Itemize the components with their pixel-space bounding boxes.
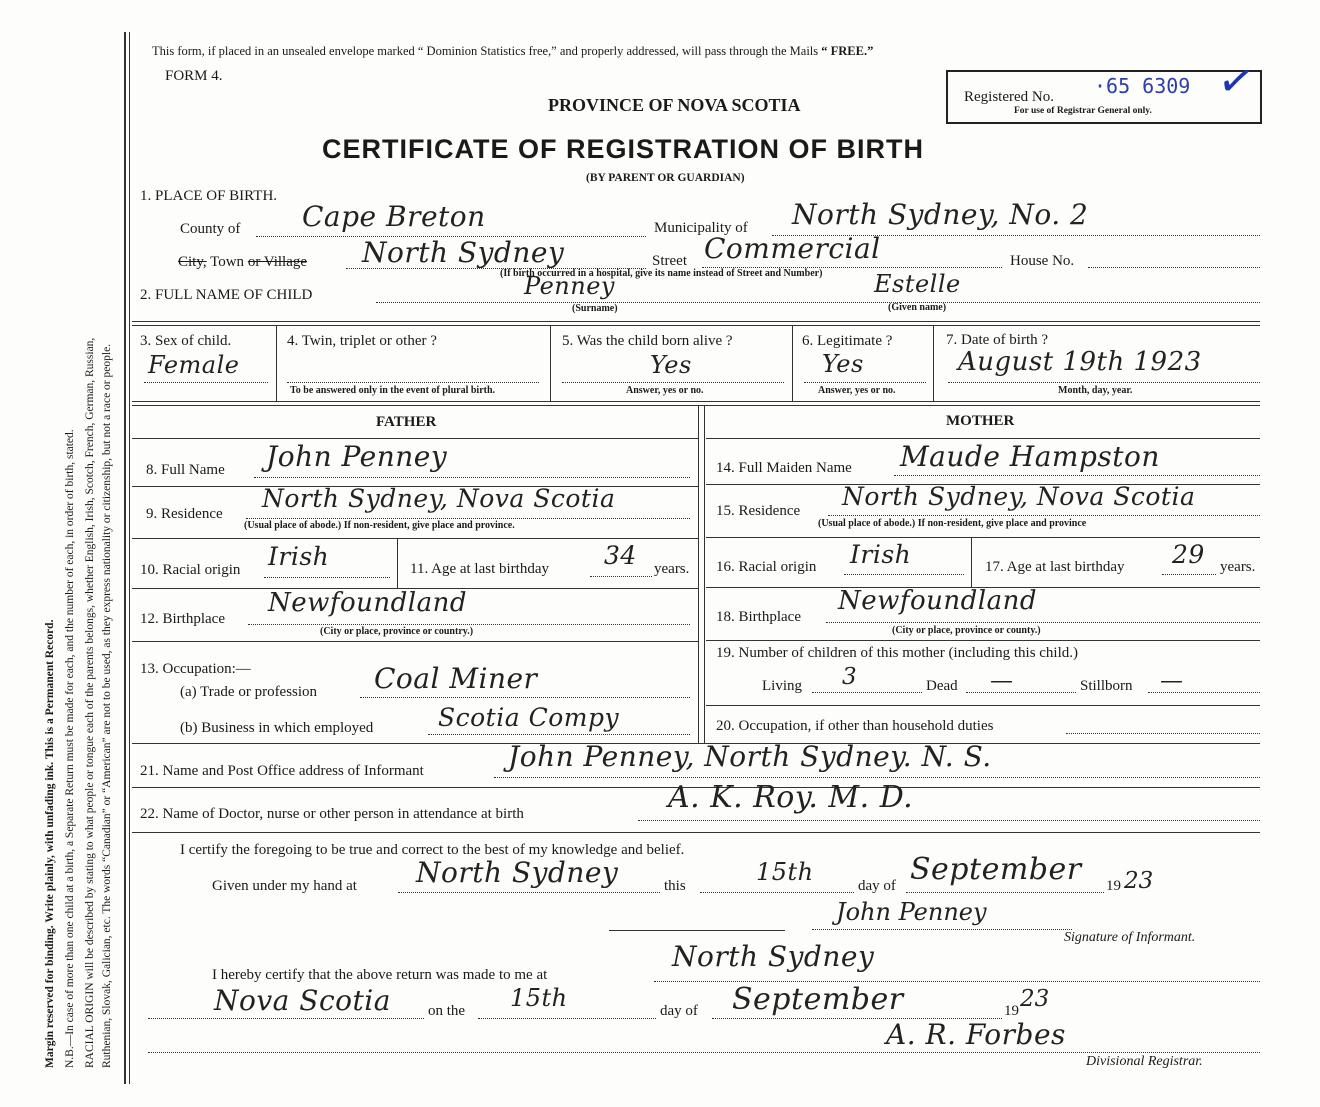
legitimate-line (804, 382, 926, 383)
living-value: 3 (842, 664, 857, 690)
divider (706, 438, 1260, 439)
dob-label: 7. Date of birth ? (946, 332, 1049, 348)
mother-occupation-line (1066, 733, 1260, 734)
divider (792, 325, 793, 401)
divider (132, 401, 1260, 402)
certify-statement: I certify the foregoing to be true and correct to the best of my knowledge and belief. (180, 842, 685, 858)
divider (706, 640, 1260, 641)
informant-signature-label: Signature of Informant. (1064, 930, 1196, 945)
divider (550, 325, 551, 401)
father-racial-label: 10. Racial origin (140, 562, 241, 578)
business-value: Scotia Compy (438, 703, 620, 732)
father-birthplace-line (248, 624, 690, 625)
divider (706, 705, 1260, 706)
registrar-statement: I hereby certify that the above return was made to me at (212, 967, 548, 983)
registrar-place2-line (148, 1018, 424, 1019)
given-place-line (398, 892, 660, 893)
mother-residence-caption: (Usual place of abode.) If non-resident, give place and province (818, 518, 1087, 529)
trade-value: Coal Miner (374, 662, 538, 695)
child-name-line (376, 302, 1260, 303)
divider (132, 832, 1260, 833)
child-name-label: 2. FULL NAME OF CHILD (140, 287, 313, 303)
given-year-prefix: 19 (1106, 878, 1121, 894)
father-name-label: 8. Full Name (146, 462, 225, 478)
mother-name-label: 14. Full Maiden Name (716, 460, 852, 476)
given-day-value: 15th (756, 858, 814, 886)
twin-label: 4. Twin, triplet or other ? (287, 333, 437, 349)
margin-note-4: Ruthenian, Slovak, Galician, etc. The words “Canadian” or “American” are not to be used, as they express nationality or citizenship, but not a race or people. (101, 343, 113, 1068)
divider (132, 321, 1260, 322)
alive-value: Yes (650, 351, 692, 379)
registrar-day-value: 15th (510, 984, 568, 1012)
trade-label: (a) Trade or profession (180, 684, 318, 700)
alive-label: 5. Was the child born alive ? (562, 333, 733, 349)
mother-racial-value: Irish (850, 540, 912, 569)
occupation-label: 13. Occupation:— (140, 661, 251, 677)
mother-age-years: years. (1220, 559, 1256, 575)
living-label: Living (762, 678, 802, 694)
mother-residence-label: 15. Residence (716, 503, 801, 519)
divider (704, 405, 705, 743)
registrar-day-of-label: day of (660, 1003, 698, 1019)
mother-residence-line (828, 515, 1260, 516)
father-age-years: years. (654, 561, 690, 577)
dob-value: August 19th 1923 (958, 347, 1202, 377)
child-given-value: Estelle (874, 270, 961, 298)
county-value: Cape Breton (302, 200, 486, 233)
child-surname-caption: (Surname) (572, 303, 618, 314)
trade-line (360, 697, 690, 698)
mother-residence-value: North Sydney, Nova Scotia (842, 482, 1196, 511)
child-given-caption: (Given name) (888, 302, 947, 313)
form-number: FORM 4. (165, 68, 223, 84)
margin-note-1: Margin reserved for binding. Write plainly, with unfading ink. This is a Permanent Record. (44, 619, 56, 1068)
sex-line (144, 382, 268, 383)
father-name-value: John Penney (266, 440, 448, 473)
divider (706, 537, 1260, 538)
informant-label: 21. Name and Post Office address of Informant (140, 763, 424, 779)
sex-value: Female (148, 351, 240, 379)
divider (971, 537, 972, 587)
registrar-year-value: 23 (1020, 986, 1050, 1012)
given-month-value: September (910, 852, 1082, 887)
margin-note-2: N.B.—In case of more than one child at a birth, a Separate Return must be made for each, and the number of each, in order of birth, stated. (64, 429, 76, 1068)
divider (933, 325, 934, 401)
mother-racial-line (844, 574, 964, 575)
registrar-place2-value: Nova Scotia (214, 984, 391, 1017)
mother-heading: MOTHER (946, 413, 1015, 429)
divider (132, 405, 1260, 406)
margin-note-3: RACIAL ORIGIN will be described by stating to what people or tongue each of the parents belongs, whether English, Irish, Scotch, French, German, Russian, (84, 337, 96, 1068)
dead-label: Dead (926, 678, 958, 694)
registrar-signature: A. R. Forbes (886, 1018, 1066, 1051)
doctor-line (638, 820, 1260, 821)
given-label: Given under my hand at (212, 878, 357, 894)
twin-line (287, 382, 539, 383)
divider (132, 641, 698, 642)
mother-occupation-label: 20. Occupation, if other than household duties (716, 718, 994, 734)
registrar-note: For use of Registrar General only. (1014, 106, 1152, 116)
alive-caption: Answer, yes or no. (626, 385, 704, 396)
father-birthplace-caption: (City or place, province or country.) (320, 626, 474, 637)
place-of-birth-heading: 1. PLACE OF BIRTH. (140, 188, 278, 204)
municipality-value: North Sydney, No. 2 (792, 198, 1089, 231)
registrar-month-value: September (732, 982, 904, 1017)
alive-line (562, 382, 784, 383)
living-line (812, 692, 922, 693)
business-label: (b) Business in which employed (180, 720, 374, 736)
mail-notice: This form, if placed in an unsealed envelope marked “ Dominion Statistics free,” and properly addressed, will pass through the Mails “ FREE.” (152, 44, 874, 58)
father-residence-value: North Sydney, Nova Scotia (262, 484, 616, 513)
father-residence-label: 9. Residence (146, 506, 223, 522)
informant-line (494, 777, 1260, 778)
dead-line (966, 692, 1076, 693)
divider (397, 538, 398, 588)
father-heading: FATHER (376, 414, 437, 430)
stillborn-value: — (1160, 668, 1183, 694)
divider (609, 930, 785, 931)
mother-racial-label: 16. Racial origin (716, 559, 817, 575)
father-name-line (254, 477, 690, 478)
county-label: County of (180, 221, 241, 237)
mother-name-line (894, 475, 1260, 476)
page-title: CERTIFICATE OF REGISTRATION OF BIRTH (322, 134, 924, 164)
informant-signature-line (812, 929, 1072, 930)
street-label: Street (652, 253, 687, 269)
mother-birthplace-label: 18. Birthplace (716, 609, 801, 625)
town-label: City, Town or Village (178, 254, 308, 270)
given-year-value: 23 (1124, 868, 1154, 894)
divider (132, 325, 1260, 326)
legitimate-value: Yes (822, 350, 864, 378)
hospital-note: (If birth occurred in a hospital, give its name instead of Street and Number) (500, 268, 823, 279)
check-mark-icon: ✓ (1214, 54, 1259, 109)
sex-label: 3. Sex of child. (140, 333, 232, 349)
this-label: this (664, 878, 686, 894)
town-value: North Sydney (362, 236, 565, 269)
registrar-on-the-label: on the (428, 1003, 466, 1019)
registrar-place-value: North Sydney (672, 940, 875, 973)
registrar-day-line (478, 1018, 656, 1019)
father-age-value: 34 (604, 541, 637, 570)
informant-value: John Penney, North Sydney. N. S. (508, 740, 992, 773)
business-line (428, 734, 690, 735)
registrar-signature-line (148, 1052, 1260, 1053)
mother-age-value: 29 (1172, 540, 1205, 569)
house-line (1088, 267, 1260, 268)
margin-rule (124, 32, 126, 1084)
municipality-label: Municipality of (654, 220, 748, 236)
street-value: Commercial (704, 232, 881, 265)
doctor-value: A. K. Roy. M. D. (668, 780, 914, 815)
dob-line (948, 382, 1260, 383)
given-day-line (700, 892, 854, 893)
mother-age-label: 17. Age at last birthday (985, 559, 1125, 575)
divider (132, 538, 698, 539)
father-racial-value: Irish (268, 542, 330, 571)
registered-number: ·65 6309 (1094, 74, 1191, 98)
twin-note: To be answered only in the event of plural birth. (290, 385, 496, 396)
given-place-value: North Sydney (416, 856, 619, 889)
father-age-line (590, 576, 652, 577)
province-heading: PROVINCE OF NOVA SCOTIA (548, 95, 801, 115)
legitimate-label: 6. Legitimate ? (802, 333, 893, 349)
doctor-label: 22. Name of Doctor, nurse or other person in attendance at birth (140, 806, 524, 822)
given-day-of-label: day of (858, 878, 896, 894)
child-surname-value: Penney (524, 272, 615, 300)
margin-rule-inner (129, 32, 130, 1084)
divider (698, 405, 699, 743)
father-birthplace-label: 12. Birthplace (140, 611, 225, 627)
page-subtitle: (BY PARENT OR GUARDIAN) (586, 172, 745, 184)
legitimate-caption: Answer, yes or no. (818, 385, 896, 396)
registrar-signature-label: Divisional Registrar. (1086, 1054, 1203, 1069)
given-month-line (906, 892, 1104, 893)
father-age-label: 11. Age at last birthday (410, 561, 549, 577)
father-residence-caption: (Usual place of abode.) If non-resident, give place and province. (244, 520, 515, 531)
father-residence-line (246, 518, 690, 519)
dead-value: — (990, 668, 1013, 694)
informant-signature: John Penney (836, 898, 987, 926)
mother-age-line (1162, 574, 1216, 575)
stillborn-label: Stillborn (1080, 678, 1133, 694)
registrar-year-prefix: 19 (1004, 1003, 1019, 1019)
mother-birthplace-line (826, 622, 1260, 623)
father-racial-line (264, 577, 390, 578)
house-label: House No. (1010, 253, 1075, 269)
mother-name-value: Maude Hampston (900, 440, 1160, 473)
children-count-label: 19. Number of children of this mother (including this child.) (716, 645, 1079, 661)
dob-caption: Month, day, year. (1058, 385, 1133, 396)
father-birthplace-value: Newfoundland (268, 588, 468, 618)
divider (132, 438, 698, 439)
registered-label: Registered No. (964, 89, 1054, 105)
mother-birthplace-caption: (City or place, province or county.) (892, 625, 1041, 636)
mother-birthplace-value: Newfoundland (838, 586, 1038, 616)
divider (276, 325, 277, 401)
